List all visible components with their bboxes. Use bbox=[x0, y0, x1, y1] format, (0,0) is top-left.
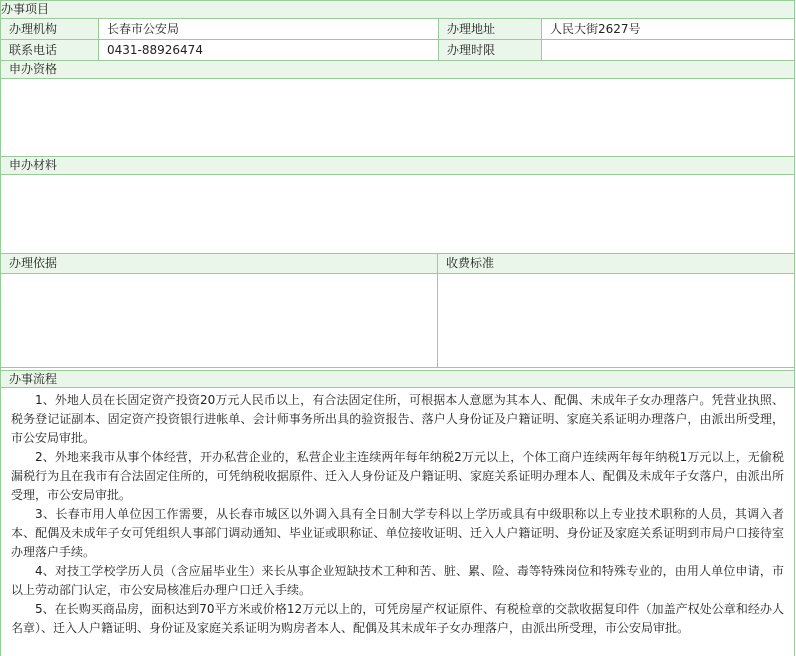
process-paragraph-1: 1、外地人员在长固定资产投资20万元人民币以上，有合法固定住所，可根据本人意愿为其本人、配偶、未成年子女办理落户。凭营业执照、税务登记证副本、固定资产投资银行进帐单、会计师事务所出具的验资报告、落户人身份证及户籍证明、家庭关系证明办理落户，由派出所受理，市公安局审批。 bbox=[11, 393, 784, 445]
org-label: 办理机构 bbox=[1, 19, 99, 39]
process-paragraph-4: 4、对技工学校学历人员（含应届毕业生）来长从事企业短缺技术工种和苦、脏、累、险、毒等特殊岗位和特殊专业的，由用人单位申请，市以上劳动部门认定，市公安局核准后办理户口迁入手续。 bbox=[11, 564, 784, 597]
basis-fee-row bbox=[1, 254, 794, 368]
info-row-2 bbox=[1, 40, 794, 61]
section-title: 办事项目 bbox=[1, 1, 794, 19]
basis-header: 办理依据 bbox=[1, 254, 437, 274]
address-value: 人民大街2627号 bbox=[550, 22, 641, 36]
process-header: 办事流程 bbox=[1, 370, 794, 388]
time-label: 办理时限 bbox=[439, 40, 542, 60]
time-value bbox=[542, 40, 794, 60]
basis-content bbox=[1, 274, 437, 359]
info-row-1 bbox=[1, 19, 794, 40]
materials-header: 申办材料 bbox=[1, 157, 794, 175]
process-paragraph-3: 3、长春市用人单位因工作需要，从长春市城区以外调入具有全日制大学专科以上学历或具有中级职称以上专业技术职称的人员，其调入者本、配偶及未成年子女可凭组织人事部门调动通知、毕业证或职称证、单位接收证明、迁入人户籍证明、身份证及家庭关系证明到市局户口接待室办理落户手续。 bbox=[11, 507, 784, 559]
org-value: 长春市公安局 bbox=[99, 19, 439, 39]
basis-column bbox=[1, 254, 438, 367]
fee-header: 收费标准 bbox=[438, 254, 794, 274]
process-paragraph-5: 5、在长购买商品房，面积达到70平方米或价格12万元以上的，可凭房屋产权证原件、有税检章的交款收据复印件（加盖产权处公章和经办人名章）、迁入人户籍证明、身份证及家庭关系证明为购房者本人、配偶及其未成年子女办理落户，由派出所受理，市公安局审批。 bbox=[11, 602, 784, 635]
fee-content bbox=[438, 274, 794, 359]
address-label: 办理地址 bbox=[439, 19, 542, 39]
process-paragraph-2: 2、外地来我市从事个体经营，开办私营企业的，私营企业主连续两年每年纳税2万元以上，个体工商户连续两年每年纳税1万元以上，无偷税漏税行为且在我市有合法固定住所的，可凭纳税收据原件、迁入人身份证及户籍证明、家庭关系证明办理本人、配偶及未成年子女落户，由派出所受理，市公安局审批。 bbox=[11, 450, 784, 502]
phone-label: 联系电话 bbox=[1, 40, 99, 60]
qualification-header: 申办资格 bbox=[1, 61, 794, 79]
fee-column bbox=[438, 254, 794, 367]
qualification-content bbox=[1, 79, 794, 157]
phone-value: 0431-88926474 bbox=[99, 40, 439, 60]
process-content bbox=[1, 388, 794, 638]
materials-content bbox=[1, 175, 794, 254]
